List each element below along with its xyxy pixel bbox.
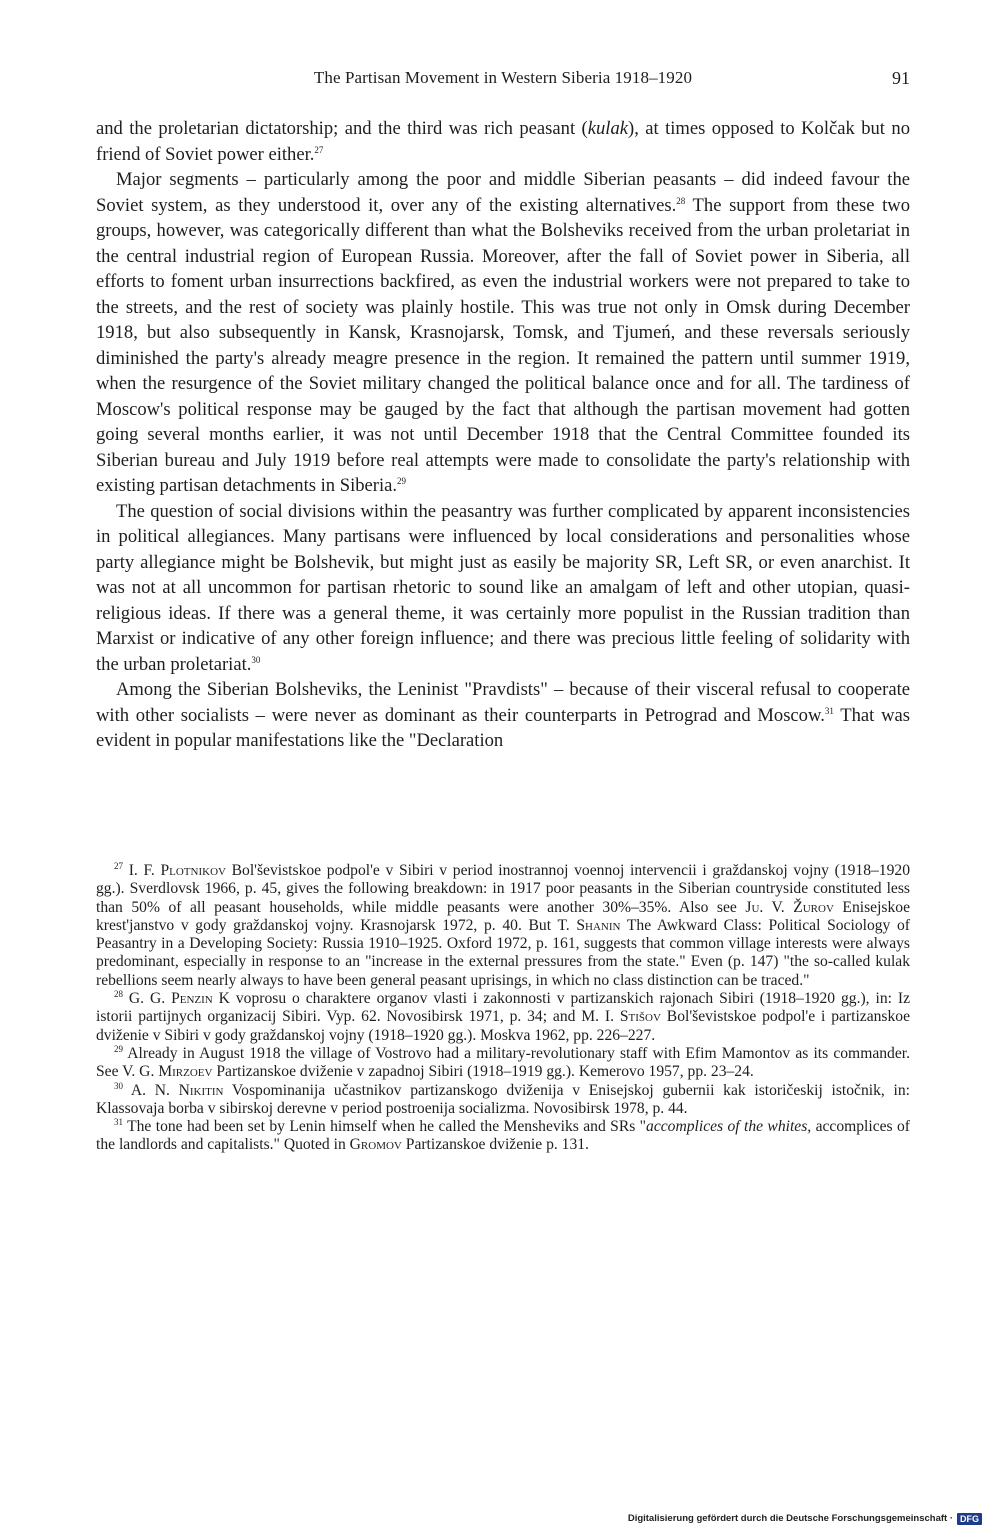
paragraph-1 — [96, 116, 910, 167]
footnote-number: 29 — [114, 1043, 123, 1054]
footnote-number: 27 — [114, 860, 123, 871]
footnote-number: 28 — [114, 988, 123, 999]
footnote-ref-27[interactable]: 27 — [314, 144, 324, 155]
text-run: The Awkward Class: Political Sociology of Peasantry in a Developing Society: Russia 1910–1925. Oxford 1972, p. 161, suggests that common village interests were always predominant, especially in response to an "increase in the external pressures from the state." Even (p. 147) "the so-called kulak rebellions seem nearly always to have been general peasant uprisings, in which no class distinction can be traced." — [96, 916, 910, 989]
text-run: The tone had been set by Lenin himself when he called the Mensheviks and SRs " — [127, 1118, 647, 1136]
text-run: G. G. — [128, 990, 172, 1008]
text-run: and the proletarian dictatorship; and the third was rich peasant ( — [96, 118, 588, 139]
text-run: Already in August 1918 the village of Vostrovo had a military-revolutionary staff with Efim Mamontov as its commander. See V. G. — [96, 1044, 910, 1081]
text-run: The question of social divisions within the peasantry was further complicated by apparent inconsistencies in political allegiances. Many partisans were influenced by local considerations and personalities whose party allegiance might be Bolshevik, but might just as easily be majority SR, Left SR, or even anarchist. It was not at all uncommon for partisan rhetoric to sound like an amalgam of left and other utopian, quasi-religious ideas. If there was a general theme, it was certainly more populist in the Russian tradition than Marxist or indicative of any other foreign influence; and there was precious little feeling of solidarity with the urban proletariat. — [96, 500, 910, 675]
italic-term: kulak — [587, 118, 628, 139]
footnote-number: 31 — [114, 1116, 123, 1127]
running-header — [96, 66, 910, 90]
footnote-number: 30 — [114, 1080, 123, 1091]
author-name: Nikitin — [178, 1081, 224, 1099]
footnote-31 — [96, 1118, 910, 1155]
footnote-29 — [96, 1045, 910, 1082]
author-name: Gromov — [349, 1136, 402, 1154]
text-run: K voprosu o charaktere organov vlasti i zakonnosti v partizanskich rajonach Sibiri (1918–1920 gg.), in: Iz istorii partijnych organizacij Sibiri. Vyp. 62. Novosibirsk 1971, p. 34; and M. I. — [96, 990, 910, 1026]
digitization-footer — [628, 1512, 982, 1526]
paragraph-3 — [96, 499, 910, 678]
text-run: Bol'ševistskoe podpol'e i partizanskoe dviženie v Sibiri v gody graždanskoj vojny (1918–1920 gg.). Moskva 1962, pp. 226–227. — [96, 1008, 910, 1044]
footnote-ref-31[interactable]: 31 — [824, 705, 834, 716]
footnote-28 — [96, 990, 910, 1045]
text-run: I. F. — [128, 862, 161, 879]
author-name: Penzin — [171, 990, 213, 1008]
text-run: accomplices of the landlords and capitalists." Quoted in — [96, 1118, 910, 1154]
footnotes — [96, 862, 910, 1155]
text-run: Among the Siberian Bolsheviks, the Leninist "Pravdists" – because of their visceral refusal to cooperate with other socialists – were never as dominant as their counterparts in Petrograd and Moscow. — [96, 679, 910, 726]
dfg-logo-icon: DFG — [957, 1513, 982, 1525]
running-title: The Partisan Movement in Western Siberia 1918–1920 — [313, 68, 693, 87]
author-name: Mirzoev — [158, 1063, 213, 1081]
text-run: Vospominanija učastnikov partizanskogo dviženija v Enisejskoj gubernii kak istoričeskij istočnik, in: Klassovaja borba v sibirskoj derevne v period postroenija socializma. Novosibirsk 1978, p. 44. — [96, 1081, 910, 1117]
funding-note: Digitalisierung gefördert durch die Deutsche Forschungsgemeinschaft · — [627, 1513, 953, 1524]
text-run: Major segments – particularly among the poor and middle Siberian peasants – did indeed favour the Soviet system, as they understood it, over any of the existing alternatives. — [96, 169, 910, 216]
text-run: That was evident in popular manifestations like the "Declaration — [96, 704, 910, 751]
footnote-ref-28[interactable]: 28 — [676, 195, 686, 206]
text-run: The support from these two groups, however, was categorically different than what the Bolsheviks received from the urban proletariat in the central industrial region of European Russia. Moreover, after the fall of Soviet power in Siberia, all efforts to foment urban insurrections backfired, as even the industrial workers were not prepared to take to the streets, and the rest of society was plainly hostile. This was true not only in Omsk during December 1918, but also subsequently in Kansk, Krasnojarsk, Tomsk, and Tjumeń, and these reversals seriously diminished the party's already meagre presence in the region. It remained the pattern until summer 1919, when the resurgence of the Soviet military changed the political balance once and for all. The tardiness of Moscow's political response may be gauged by the fact that although the partisan movement had gotten going several months earlier, it was not until December 1918 that the Central Committee founded its Siberian bureau and July 1919 before real attempts were made to consolidate the party's relationship with existing partisan detachments in Siberia. — [96, 194, 910, 496]
text-run: Partizanskoe dviženie v zapadnoj Sibiri (1918–1919 gg.). Kemerovo 1957, pp. 23–24. — [212, 1063, 754, 1081]
author-name: Plotnikov — [160, 862, 226, 879]
text-run: Partizanskoe dviženie p. 131. — [401, 1136, 589, 1154]
paragraph-4 — [96, 677, 910, 754]
italic-quote: accomplices of the whites, — [646, 1118, 812, 1136]
footnote-30 — [96, 1082, 910, 1119]
text-run: Bol'ševistskoe podpol'e v Sibiri v period inostrannoj voennoj intervencii i graždanskoj vojny (1918–1920 gg.). Sverdlovsk 1966, p. 45, gives the following breakdown: in 1917 poor peasants in the Siberian countryside constituted less than 50% of all peasant households, while middle peasants were another 30%–35%. Also see — [96, 862, 910, 916]
text-run: A. N. — [130, 1081, 179, 1099]
author-name: Shanin — [576, 916, 621, 934]
text-run: ), at times opposed to Kolčak but no friend of Soviet power either. — [96, 118, 910, 165]
text-run: Enisejskoe krest'janstvo v gody graždanskoj vojny. Krasnojarsk 1972, p. 40. But T. — [96, 898, 910, 934]
page-number: 91 — [892, 68, 910, 88]
main-text — [96, 116, 910, 754]
author-name: Stišov — [619, 1008, 661, 1026]
footnote-ref-29[interactable]: 29 — [397, 475, 407, 486]
paragraph-2 — [96, 167, 910, 499]
author-name: Ju. V. Žurov — [745, 898, 834, 916]
footnote-27 — [96, 862, 910, 990]
footnote-ref-30[interactable]: 30 — [251, 654, 261, 665]
